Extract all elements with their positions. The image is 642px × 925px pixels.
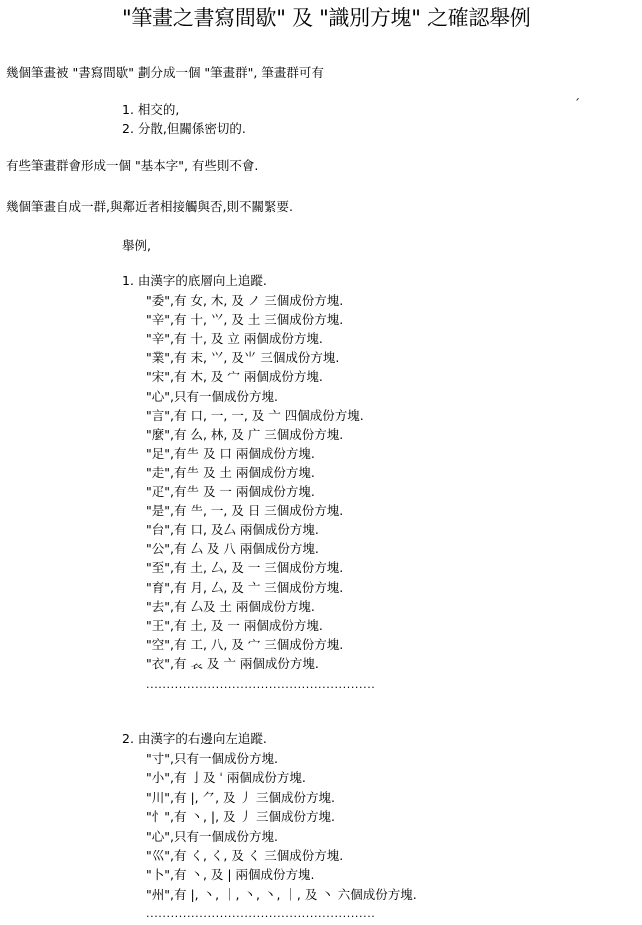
example-line: "去",有 厶及 土 兩個成份方塊.: [146, 598, 315, 614]
example-line: "育",有 月, 厶, 及 亠 三個成份方塊.: [146, 579, 344, 595]
paragraph: 幾個筆畫自成一群,與鄰近者相接觸與否,則不關緊要.: [6, 199, 293, 214]
example-line: "是",有 ⺧, 一, 及 日 三個成份方塊.: [146, 503, 344, 519]
example-line: "王",有 土, 及 一 兩個成份方塊.: [146, 617, 323, 633]
example-line: "心",只有一個成份方塊.: [146, 828, 278, 844]
paragraph: 有些筆畫群會形成一個 "基本字", 有些則不會.: [6, 158, 259, 173]
intro-paragraph: 幾個筆畫被 "書寫間歇" 劃分成一個 "筆畫群", 筆畫群可有: [6, 65, 324, 80]
example-line: "疋",有⺧ 及 ⼀ 兩個成份方塊.: [146, 484, 315, 499]
example-line: "寸",只有一個成份方塊.: [146, 751, 278, 766]
stray-mark: ˊ: [574, 97, 580, 111]
example-line: "卜",有 丶, 及 | 兩個成份方塊.: [146, 867, 315, 883]
example-line: "業",有 末, ⺍, 及⺌ 三個成份方塊.: [146, 350, 340, 366]
section-heading: 1. 由漢字的底層向上追蹤.: [122, 273, 267, 288]
example-line: "巛",有 く, く, 及 く 三個成份方塊.: [146, 848, 344, 863]
example-line: "忄",有 丶, |, 及 ⼃ 三個成份方塊.: [146, 809, 335, 825]
example-line: "川",有 |, ⺈, 及 丿 三個成份方塊.: [146, 789, 335, 805]
example-line: "辛",有 十, 及 立 兩個成份方塊.: [146, 331, 323, 347]
example-line: "心",只有一個成份方塊.: [146, 388, 278, 404]
example-line: "台",有 口, 及厶 兩個成份方塊.: [146, 522, 319, 538]
example-line: "足",有⺧ 及 口 兩個成份方塊.: [146, 445, 315, 461]
example-line: "公",有 厶 及 八 兩個成份方塊.: [146, 541, 319, 557]
example-line: "衣",有 𧘇 及 亠 兩個成份方塊.: [146, 655, 319, 671]
example-line: "委",有 女, 木, 及 ノ 三個成份方塊.: [146, 293, 344, 308]
example-line: "至",有 土, 厶, 及 一 三個成份方塊.: [146, 560, 344, 576]
example-line: "小",有 亅及 ˈ 兩個成份方塊.: [146, 770, 306, 786]
examples-heading: 舉例,: [122, 238, 151, 253]
dotted-continuation: ........................................................: [146, 907, 376, 920]
case-item: 1. 相交的,: [122, 102, 180, 117]
example-line: "空",有 工, 八, 及 宀 三個成份方塊.: [146, 636, 344, 652]
case-item: 2. 分散,但關係密切的.: [122, 121, 246, 136]
example-line: "辛",有 十, ⺍, 及 土 三個成份方塊.: [146, 312, 344, 328]
example-line: "言",有 口, 一, 一, 及 亠 四個成份方塊.: [146, 407, 364, 423]
dotted-continuation: ........................................................: [146, 678, 376, 691]
page-title: "筆畫之書寫間歇" 及 "識別方塊" 之確認舉例: [122, 6, 531, 30]
example-line: "宋",有 木, 及 宀 兩個成份方塊.: [146, 369, 323, 385]
section-heading: 2. 由漢字的右邊向左追蹤.: [122, 731, 267, 746]
example-line: "州",有 |, 丶, ｜, 丶, 丶, ｜, 及 丶 六個成份方塊.: [146, 886, 417, 902]
example-line: "走",有⺧ 及 土 兩個成份方塊.: [146, 464, 315, 480]
example-line: "麼",有 么, 林, 及 广 三個成份方塊.: [146, 426, 344, 442]
